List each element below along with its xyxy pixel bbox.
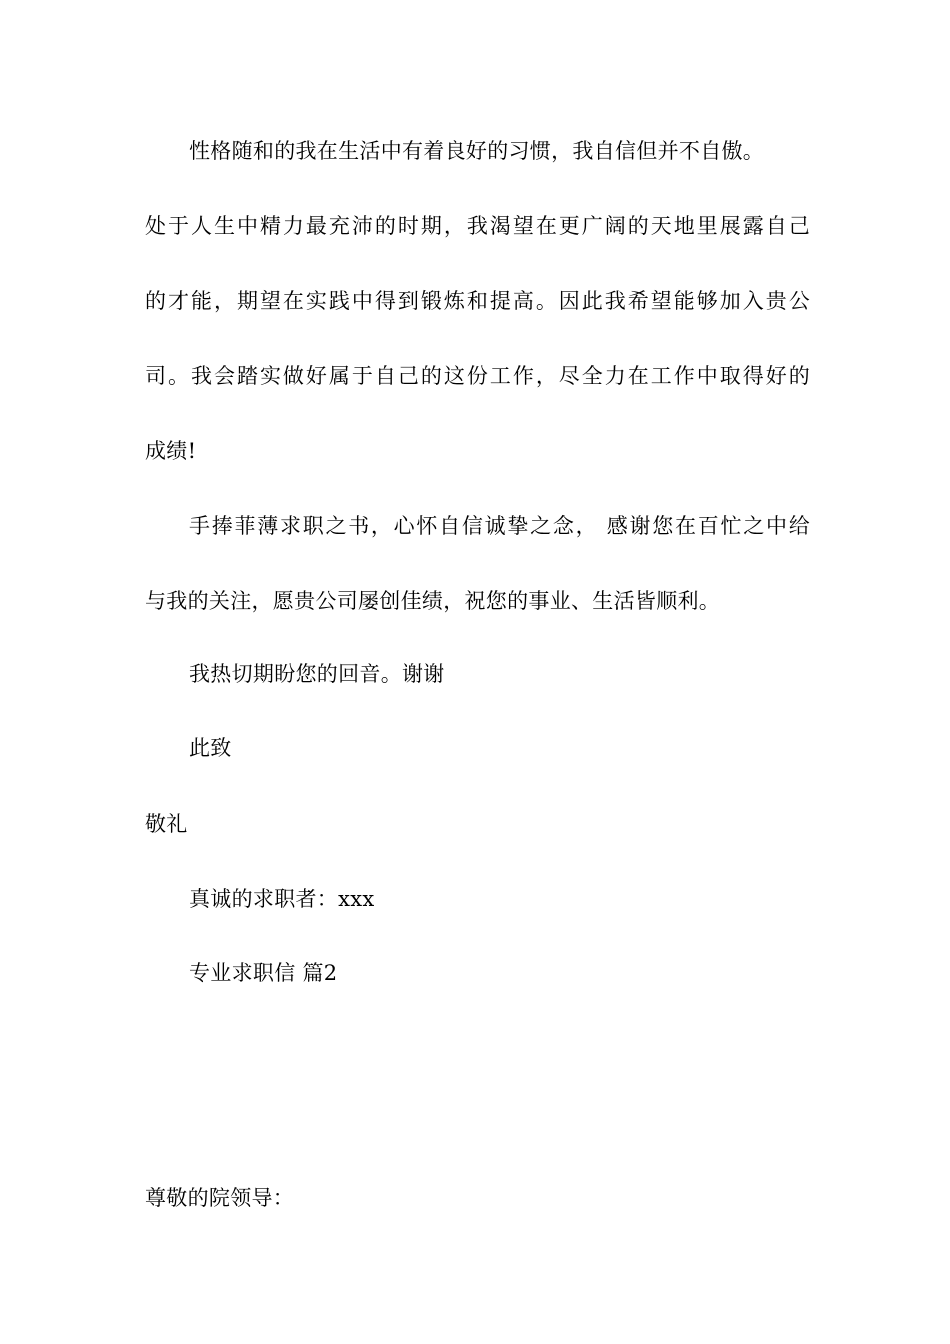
salutation-ci-zhi: 此致: [189, 736, 232, 760]
paragraph-2-line-2: 与我的关注，愿贵公司屡创佳绩，祝您的事业、生活皆顺利。: [145, 589, 721, 613]
section-heading: 专业求职信 篇2: [189, 961, 338, 985]
paragraph-1-line-4: 司。我会踏实做好属于自己的这份工作，尽全力在工作中取得好的: [145, 364, 810, 388]
paragraph-1-line-3: 的才能，期望在实践中得到锻炼和提高。因此我希望能够加入贵公: [145, 289, 810, 313]
paragraph-1-line-1: 性格随和的我在生活中有着良好的习惯，我自信但并不自傲。: [189, 139, 765, 163]
paragraph-1-line-5: 成绩!: [145, 439, 197, 463]
signature: 真诚的求职者：xxx: [189, 887, 375, 911]
paragraph-2-line-1: 手捧菲薄求职之书，心怀自信诚挚之念， 感谢您在百忙之中给: [189, 514, 810, 538]
closing-line: 我热切期盼您的回音。谢谢: [189, 662, 445, 686]
paragraph-1-line-2: 处于人生中精力最充沛的时期，我渴望在更广阔的天地里展露自己: [145, 214, 810, 238]
greeting: 尊敬的院领导：: [145, 1186, 295, 1210]
salutation-jing-li: 敬礼: [145, 812, 188, 836]
